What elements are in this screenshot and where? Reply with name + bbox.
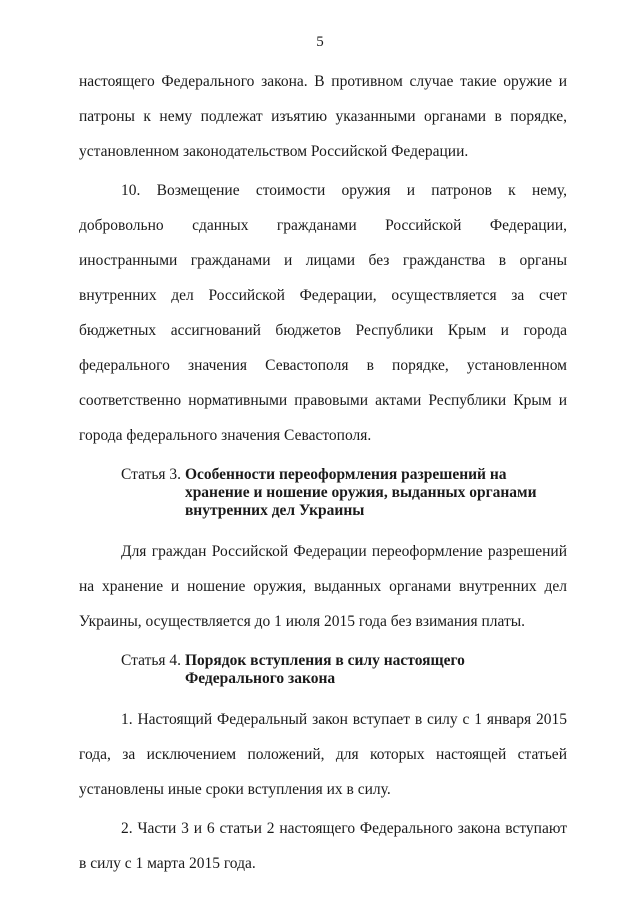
article-3-paragraph: Для граждан Российской Федерации переоформление разрешений на хранение и ношение оружия, выданных органами внутренних дел Украины, осуществляется до 1 июля 2015 года без взимания платы. (79, 543, 567, 630)
article-4-heading (121, 652, 567, 688)
article-4-paragraph-2: 2. Части 3 и 6 статьи 2 настоящего Федерального закона вступают в силу с 1 марта 2015 года. (79, 820, 567, 872)
article-3-title: Особенности переоформления разрешений на хранение и ношение оружия, выданных органами внутренних дел Украины (184, 466, 537, 519)
paragraph-item-10: 10. Возмещение стоимости оружия и патронов к нему, добровольно сданных гражданами Российской Федерации, иностранными гражданами и лицами без гражданства в органы внутренних дел Российской Федерации, осуществляется за счет бюджетных ассигнований бюджетов Республики Крым и города федерального значения Севастополя в порядке, установленном соответственно нормативными правовыми актами Республики Крым и города федерального значения Севастополя. (79, 182, 567, 444)
article-4-title: Порядок вступления в силу настоящего Федерального закона (184, 652, 465, 687)
article-4-number: Статья 4. (121, 652, 185, 669)
article-3-number: Статья 3. (121, 466, 185, 483)
page-number: 5 (316, 34, 324, 50)
article-4-paragraph-1: 1. Настоящий Федеральный закон вступает в силу с 1 января 2015 года, за исключением положений, для которых настоящей статьей установлены иные сроки вступления их в силу. (79, 711, 567, 798)
document-body (79, 64, 567, 881)
paragraph-continuation: настоящего Федерального закона. В противном случае такие оружие и патроны к нему подлежат изъятию указанными органами в порядке, установленном законодательством Российской Федерации. (79, 73, 567, 160)
article-3-heading (121, 466, 567, 520)
